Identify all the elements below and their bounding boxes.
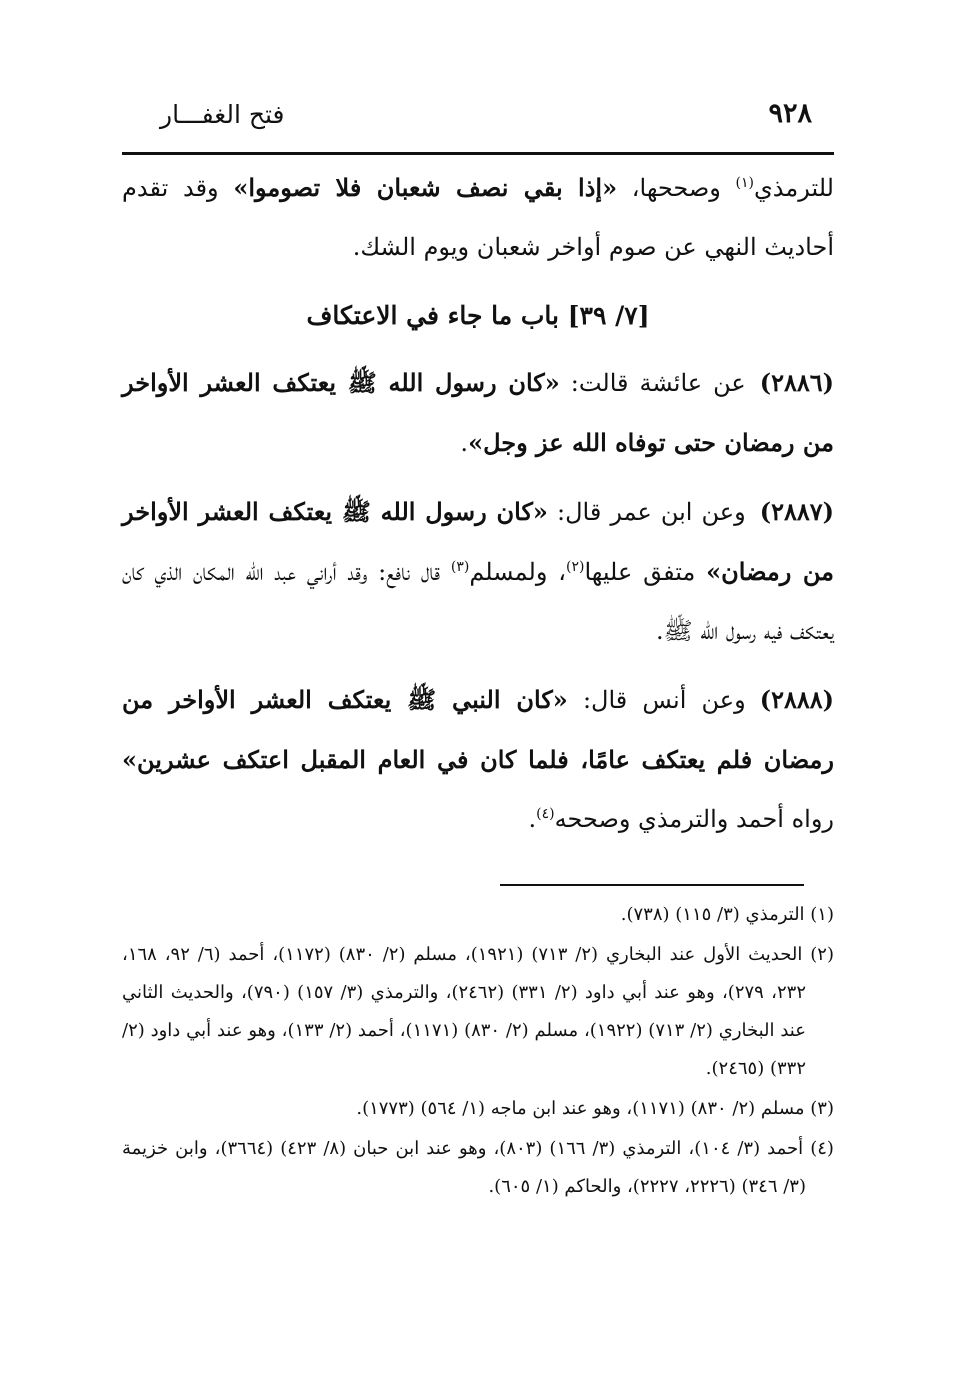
hadith-narrator: وعن أنس قال: [567,686,746,714]
hadith-source: رواه أحمد والترمذي وصححه [554,805,834,833]
footnotes [122,896,834,1208]
footnote-4: (٤) أحمد (٣/ ١٠٤)، الترمذي (٣/ ١٦٦) (٨٠٣)، وهو عند ابن حبان (٨/ ٤٢٣) (٣٦٦٤)، وابن خزيمة (٣/ ٣٤٦) (٢٢٢٦، ٢٢٢٧)، والحاكم (١/ ٦٠٥). [122,1138,834,1197]
hadith-end: . [528,805,537,833]
hadith-narrator: عن عائشة قالت: [559,369,746,397]
hadith-number: (٢٨٨٨) [759,685,834,714]
book-title: فتح الغفـــار [160,100,285,129]
hadith-end: . [460,429,469,457]
chapter-heading: [٧/ ٣٩] باب ما جاء في الاعتكاف [306,301,650,330]
intro-text-2: وصححها، [617,174,736,202]
hadith-text: «كان النبي ﷺ يعتكف العشر الأواخر من رمضان فلم يعتكف عامًا، فلما كان في العام المقبل اعتكف عشرين» [122,685,834,774]
intro-text-1: للترمذي [754,174,834,202]
footnote-ref-3[interactable]: (٣) [450,559,470,575]
main-text [122,158,834,858]
hadith-nafi-note: قال نافع: وقد أراني عبد الله المكان الذي كان يعتكف فيه رسول الله ﷺ. [122,558,834,645]
hadith-number: (٢٨٨٦) [759,368,834,397]
hadith-2888 [122,670,834,849]
hadith-number: (٢٨٨٧) [759,497,834,526]
footnote-ref-2[interactable]: (٢) [565,559,585,575]
footnote-1: (١) الترمذي (٣/ ١١٥) (٧٣٨). [620,904,834,925]
intro-hadith-quote: «إذا بقي نصف شعبان فلا تصوموا» [233,173,618,202]
hadith-text: «كان رسول الله ﷺ يعتكف العشر الأواخر من رمضان حتى توفاه الله عز وجل» [122,368,834,457]
intro-paragraph [122,158,834,277]
hadith-source-muslim: ، ولمسلم [469,558,566,586]
footnote-separator [500,884,804,886]
footnote-ref-1[interactable]: (١) [735,175,755,191]
intro-text-3: وقد تقدم أحاديث النهي عن صوم أواخر شعبان ويوم الشك. [122,174,834,261]
page-header [122,96,834,156]
footnote-2: (٢) الحديث الأول عند البخاري (٢/ ٧١٣) (١٩٢١)، مسلم (٢/ ٨٣٠) (١١٧٢)، أحمد (٦/ ٩٢، ١٦٨، ٢٣٢، ٢٧٩)، وهو عند أبي داود (٢/ ٣٣١) (٢٤٦٢)، والترمذي (٣/ ١٥٧) (٧٩٠)، والحديث الثاني عند البخاري (٢/ ٧١٣) (١٩٢٢)، مسلم (٢/ ٨٣٠) (١١٧١)، أحمد (٢/ ١٣٣)، وهو عند أبي داود (٢/ ٣٣٢) (٢٤٦٥). [122,944,834,1079]
footnote-ref-4[interactable]: (٤) [536,806,555,822]
hadith-2887 [122,482,834,661]
footnote-3: (٣) مسلم (٢/ ٨٣٠) (١١٧١)، وهو عند ابن ماجه (١/ ٥٦٤) (١٧٧٣). [356,1098,834,1119]
hadith-narrator: وعن ابن عمر قال: [547,498,746,526]
hadith-2886 [122,353,834,473]
page-number: ٩٢٨ [768,98,812,129]
hadith-source: متفق عليها [584,558,707,586]
header-rule [122,152,834,155]
hadith-text: «كان رسول الله ﷺ يعتكف العشر الأواخر من رمضان» [122,497,835,586]
